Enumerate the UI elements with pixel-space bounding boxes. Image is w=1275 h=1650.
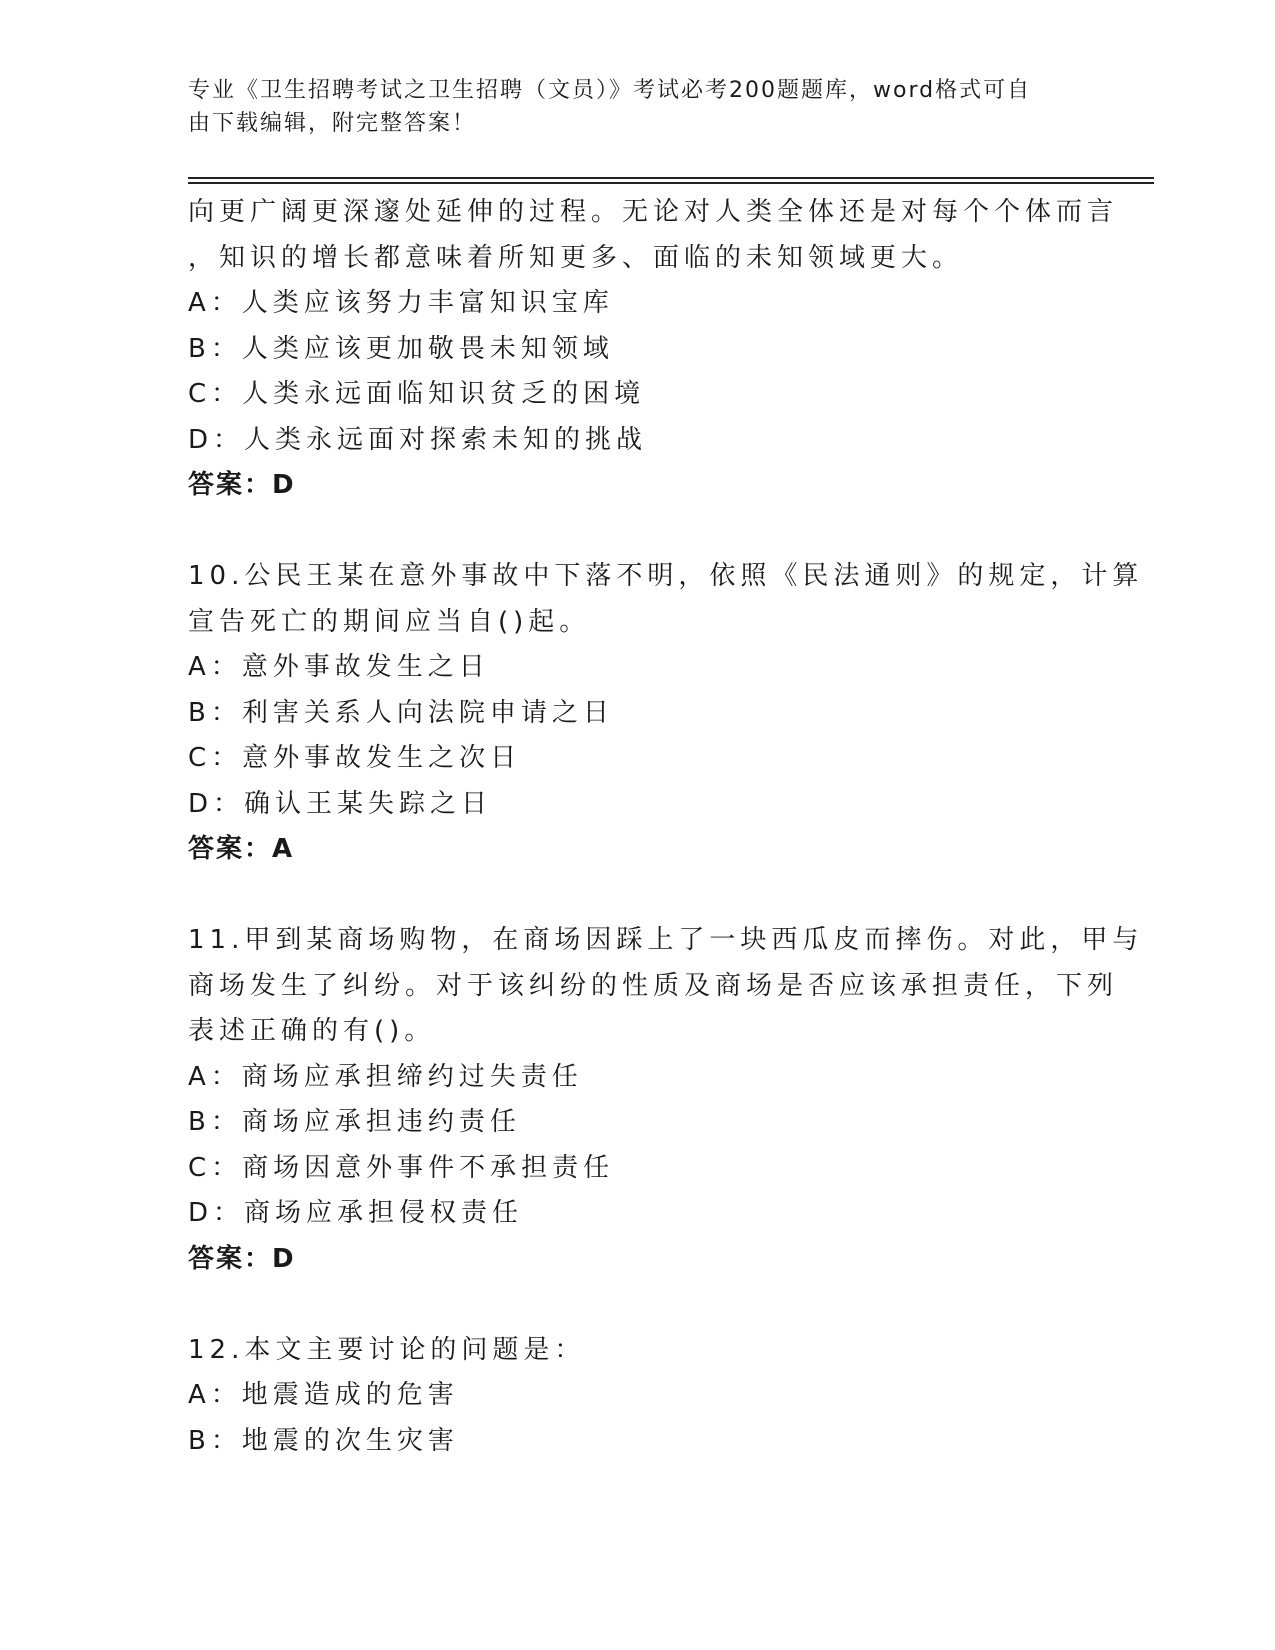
option-d: D：确认王某失踪之日 [188,788,493,819]
header-line-1: 专业《卫生招聘考试之卫生招聘（文员）》考试必考200题题库，word格式可自 [188,78,1032,103]
option-c: C：人类永远面临知识贫乏的困境 [188,379,646,409]
question-10 [188,554,1144,873]
header-line-2: 由下载编辑，附完整答案！ [188,111,477,136]
option-b: B：利害关系人向法院申请之日 [188,697,614,728]
question-12 [188,1328,1088,1465]
option-b: B：地震的次生灾害 [188,1425,459,1456]
option-a: A：人类应该努力丰富知识宝库 [188,288,614,318]
answer-line: 答案：D [188,470,296,500]
option-b: B：人类应该更加敬畏未知领域 [188,333,614,364]
option-c: C：意外事故发生之次日 [188,743,522,773]
option-a: A：意外事故发生之日 [188,652,490,682]
spacer [188,1282,1088,1328]
spacer [188,873,1088,919]
option-a: A：地震造成的危害 [188,1380,459,1410]
question-intro [188,190,1119,509]
question-text-line: 向更广阔更深邃处延伸的过程。无论对人类全体还是对每个个体而言 [188,197,1119,227]
question-text-line: 12.本文主要讨论的问题是： [188,1334,586,1365]
question-text-line: 10.公民王某在意外事故中下落不明，依照《民法通则》的规定，计算 [188,561,1144,591]
option-a: A：商场应承担缔约过失责任 [188,1061,583,1092]
option-d: D：商场应承担侵权责任 [188,1198,524,1228]
question-text-line: 表述正确的有()。 [188,1016,436,1046]
header-divider-bottom [188,182,1154,184]
header-divider-top [188,177,1154,179]
question-text-line: ，知识的增长都意味着所知更多、面临的未知领域更大。 [188,242,964,273]
option-b: B：商场应承担违约责任 [188,1107,521,1137]
document-header [188,74,1088,140]
spacer [188,509,1088,555]
question-text-line: 商场发生了纠纷。对于该纠纷的性质及商场是否应该承担责任，下列 [188,970,1119,1001]
answer-line: 答案：D [188,1243,296,1274]
answer-line: 答案：A [188,834,295,864]
option-c: C：商场因意外事件不承担责任 [188,1152,615,1183]
question-text-line: 宣告死亡的期间应当自()起。 [188,606,591,637]
question-text-line: 11.甲到某商场购物，在商场因踩上了一块西瓜皮而摔伤。对此，甲与 [188,925,1144,955]
question-11 [188,918,1144,1282]
document-body [188,190,1144,1464]
option-d: D：人类永远面对探索未知的挑战 [188,424,648,455]
